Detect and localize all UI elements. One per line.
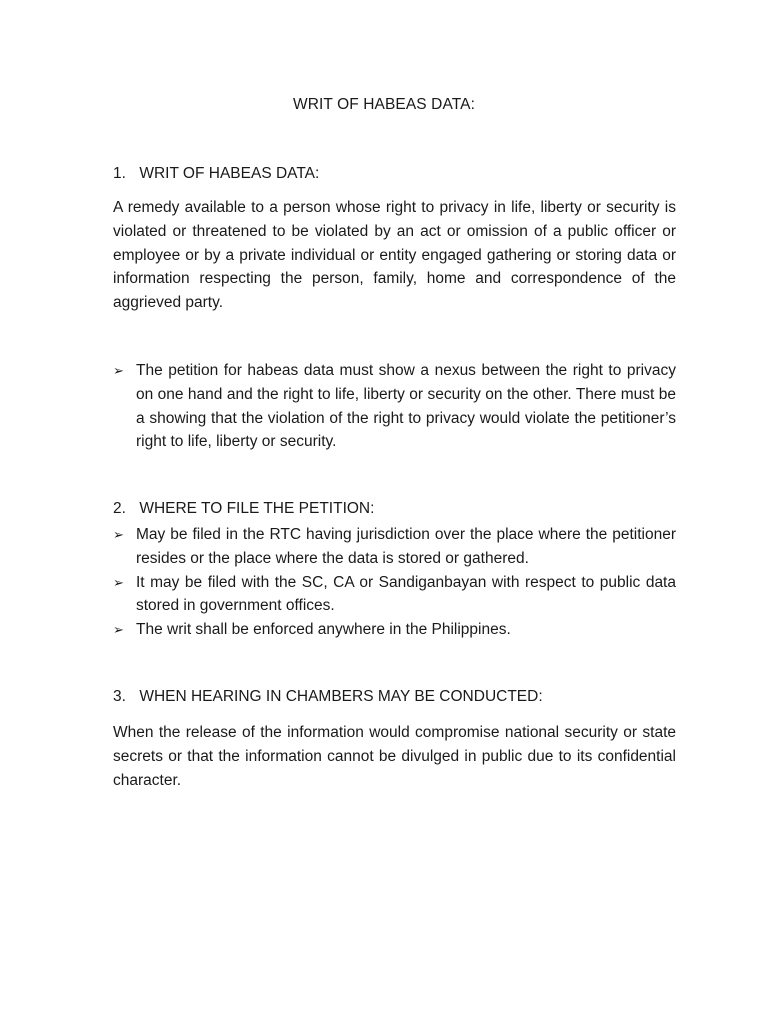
- section-1-title: WRIT OF HABEAS DATA:: [139, 165, 320, 182]
- arrow-bullet-icon: ➢: [113, 574, 124, 590]
- section-1-number: 1.: [113, 165, 126, 182]
- section-2-heading: [113, 500, 374, 518]
- section-3-paragraph: When the release of the information would compromise national security or state secrets or that the information cannot be divulged in public due to its confidential character.: [113, 724, 676, 789]
- section-3-title: WHEN HEARING IN CHAMBERS MAY BE CONDUCTED:: [139, 688, 543, 705]
- list-item: [113, 571, 676, 619]
- section-2-title: WHERE TO FILE THE PETITION:: [139, 500, 375, 517]
- arrow-bullet-icon: ➢: [113, 363, 124, 378]
- section-1-heading: [113, 165, 319, 183]
- section-2-number: 2.: [113, 500, 126, 517]
- list-item: [113, 523, 676, 571]
- document-title: WRIT OF HABEAS DATA:: [293, 96, 475, 113]
- section-3-heading: [113, 688, 543, 706]
- bullet-text: The petition for habeas data must show a nexus between the right to privacy on one hand and the right to life, liberty or security on the other. There must be a showing that the violation of the right to privacy would violate the petitioner’s right to life, liberty or security.: [136, 362, 676, 451]
- section-2-bullet-list: [113, 523, 676, 642]
- bullet-text: May be filed in the RTC having jurisdiction over the place where the petitioner resides or the place where the data is stored or gathered.: [136, 526, 676, 567]
- section-3-number: 3.: [113, 688, 126, 705]
- arrow-bullet-icon: ➢: [113, 622, 124, 638]
- bullet-text: The writ shall be enforced anywhere in the Philippines.: [136, 621, 511, 639]
- list-item: [113, 618, 676, 642]
- list-item: [113, 359, 676, 454]
- arrow-bullet-icon: ➢: [113, 527, 124, 542]
- section-1-bullet-list: [113, 359, 676, 454]
- section-1-paragraph: A remedy available to a person whose right to privacy in life, liberty or security is violated or threatened to be violated by an act or omission of a public officer or employee or by a private individual or entity engaged gathering or storing data or information respecting the person, family, home and correspondence of the aggrieved party.: [113, 199, 676, 312]
- bullet-text: It may be filed with the SC, CA or Sandiganbayan with respect to public data stored in government offices.: [136, 573, 676, 615]
